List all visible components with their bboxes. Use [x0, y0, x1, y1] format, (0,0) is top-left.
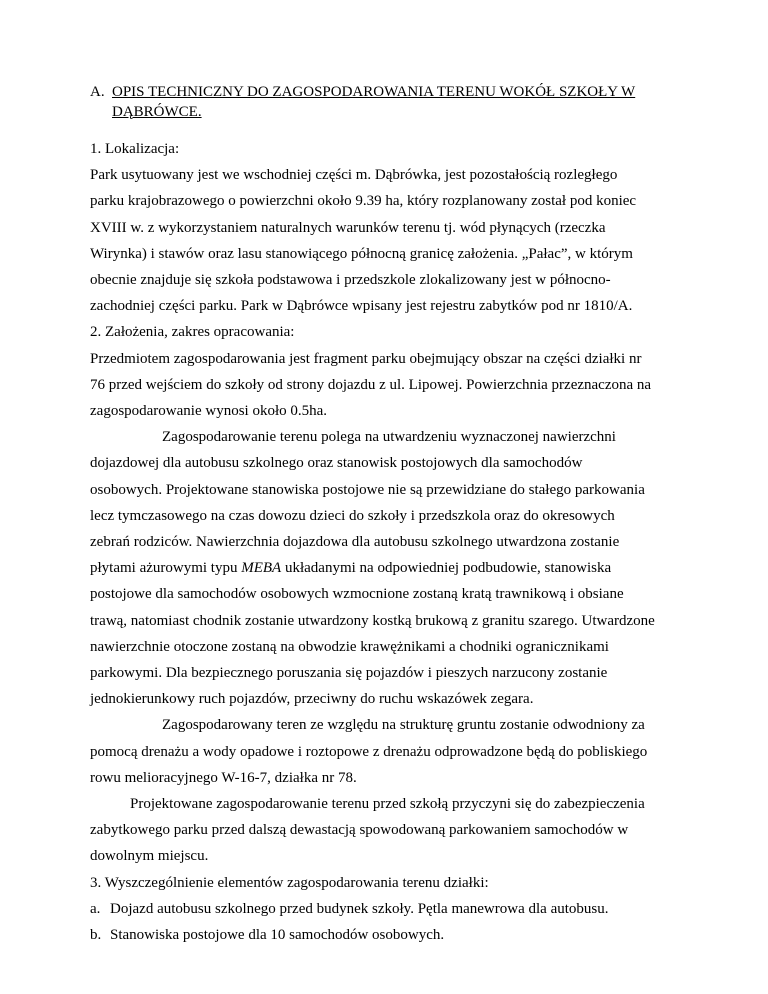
paragraph-2-line: lecz tymczasowego na czas dowozu dzieci do szkoły i przedszkola oraz do okresowych: [90, 507, 615, 524]
section-2-title: 2. Założenia, zakres opracowania:: [90, 324, 295, 341]
section-1-line: zachodniej części parku. Park w Dąbrówce wpisany jest rejestru zabytków pod nr 1810/A.: [90, 298, 633, 315]
paragraph-2-line: postojowe dla samochodów osobowych wzmocnione zostaną kratą trawnikową i obsiane: [90, 586, 624, 603]
paragraph-4-line: zabytkowego parku przed dalszą dewastacją spowodowaną parkowaniem samochodów w: [90, 822, 629, 839]
list-item: [90, 922, 682, 948]
heading-title: OPIS TECHNICZNY DO ZAGOSPODAROWANIA TERENU WOKÓŁ SZKOŁY W DĄBRÓWCE.: [112, 84, 636, 120]
paragraph-2-line: dojazdowej dla autobusu szkolnego oraz stanowisk postojowych dla samochodów: [90, 455, 583, 472]
meba-line-start: płytami ażurowymi typu: [90, 560, 242, 577]
section-1-line: obecnie znajduje się szkoła podstawowa i przedszkole zlokalizowany jest w północno-: [90, 272, 611, 289]
paragraph-3-line: pomocą drenażu a wody opadowe i roztopowe z drenażu odprowadzone będą do pobliskiego: [90, 743, 648, 760]
section-2-line: 76 przed wejściem do szkoły od strony dojazdu z ul. Lipowej. Powierzchnia przeznaczona na: [90, 376, 652, 393]
section-1-title: 1. Lokalizacja:: [90, 141, 180, 157]
section-1-line: parku krajobrazowego o powierzchni około 9.39 ha, który rozplanowany został pod koniec: [90, 193, 637, 210]
list-marker: b.: [90, 927, 102, 944]
paragraph-2-line: parkowymi. Dla bezpiecznego poruszania się pojazdów i pieszych narzucony zostanie: [90, 665, 608, 682]
section-1-line: XVIII w. z wykorzystaniem naturalnych warunków terenu tj. wód płynących (rzeczka: [90, 219, 606, 236]
paragraph-2-line: trawą, natomiast chodnik zostanie utwardzony kostką brukową z granitu szarego. Utwardzone: [90, 612, 655, 629]
paragraph-2-line: jednokierunkowy ruch pojazdów, przeciwny do ruchu wskazówek zegara.: [90, 691, 534, 708]
document-body: [90, 136, 682, 948]
paragraph-4-first-line: Projektowane zagospodarowanie terenu przed szkołą przyczyni się do zabezpieczenia: [130, 796, 645, 813]
list-item: [90, 896, 682, 922]
list-item-text: Dojazd autobusu szkolnego przed budynek szkoły. Pętla manewrowa dla autobusu.: [110, 900, 609, 917]
section-2-line: Przedmiotem zagospodarowania jest fragment parku obejmujący obszar na części działki nr: [90, 350, 642, 367]
paragraph-4-line: dowolnym miejscu.: [90, 848, 209, 865]
paragraph-2-line: nawierzchnie otoczone zostaną na obwodzie krawężnikami a chodniki ogranicznikami: [90, 638, 609, 655]
paragraph-2-first-line: Zagospodarowanie terenu polega na utwardzeniu wyznaczonej nawierzchni: [162, 429, 616, 446]
paragraph-2-line: osobowych. Projektowane stanowiska postojowe nie są przewidziane do stałego parkowania: [90, 481, 645, 498]
paragraph-2-line: zebrań rodziców. Nawierzchnia dojazdowa dla autobusu szkolnego utwardzona zostanie: [90, 534, 620, 551]
section-1-line: Wirynka) i stawów oraz lasu stanowiącego północną granicę założenia. „Pałac”, w którym: [90, 245, 633, 262]
paragraph-2-meba-line: [90, 555, 682, 581]
meba-line-end: układanymi na odpowiedniej podbudowie, stanowiska: [281, 560, 612, 577]
paragraph-3-line: rowu melioracyjnego W-16-7, działka nr 78.: [90, 769, 357, 786]
meba-term: MEBA: [241, 560, 282, 577]
list-marker: a.: [90, 900, 101, 917]
heading-letter: A.: [90, 84, 105, 100]
section-2-line: zagospodarowanie wynosi około 0.5ha.: [90, 403, 328, 420]
list-item-text: Stanowiska postojowe dla 10 samochodów osobowych.: [110, 927, 445, 944]
paragraph-3-first-line: Zagospodarowany teren ze względu na strukturę gruntu zostanie odwodniony za: [162, 717, 645, 734]
section-3-title: 3. Wyszczególnienie elementów zagospodarowania terenu działki:: [90, 874, 489, 891]
section-1-line: Park usytuowany jest we wschodniej części m. Dąbrówka, jest pozostałością rozległego: [90, 167, 618, 184]
